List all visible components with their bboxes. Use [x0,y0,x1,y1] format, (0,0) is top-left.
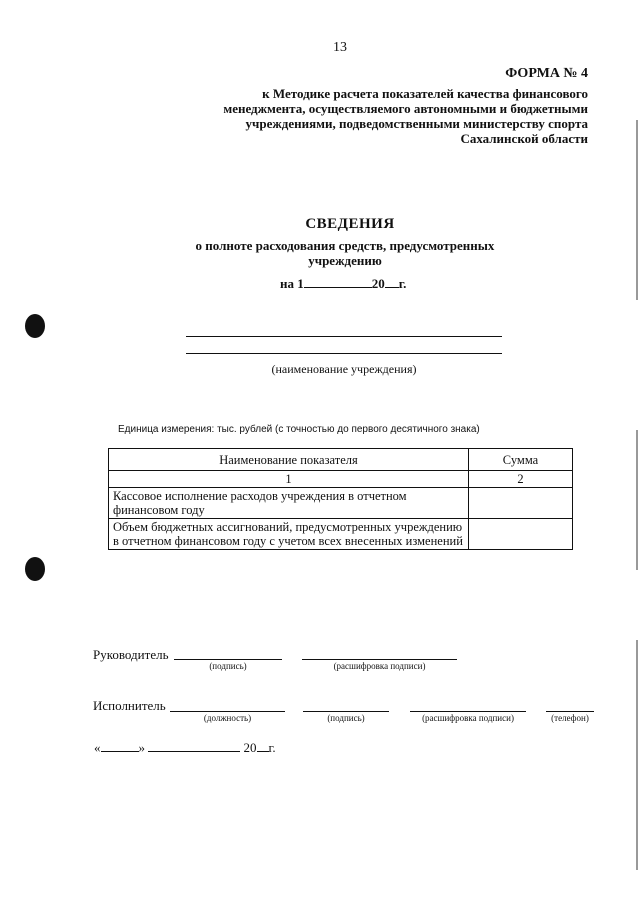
document-subtitle [160,238,530,268]
methodology-line: Сахалинской области [460,131,588,146]
scan-edge-mark [636,120,638,300]
scan-edge-mark [636,430,638,570]
sum-cell[interactable] [469,488,573,519]
day-blank[interactable] [101,739,139,752]
year-blank[interactable] [257,739,269,752]
date-suffix: г. [398,276,407,291]
date-year: 20 [371,276,385,291]
signing-date-line [94,739,276,756]
executor-signature-line[interactable] [303,711,389,712]
executor-signature-caption: (подпись) [327,713,365,723]
indicator-name-cell: Объем бюджетных ассигнований, предусмотренных учреждению в отчетном финансовом году с учетом всех внесенных изменений [109,519,469,550]
date-blank[interactable] [304,275,372,288]
methodology-line: к Методике расчета показателей качества финансового [262,86,588,101]
date-prefix: на 1 [280,276,304,291]
executor-decode-caption: (расшифровка подписи) [422,713,514,723]
column-number: 2 [469,471,573,488]
institution-caption: (наименование учреждения) [271,362,417,376]
methodology-line: учреждениями, подведомственными министерству спорта [245,116,588,131]
head-signature-decode-line[interactable] [302,659,457,660]
date-year: 20 [243,740,257,755]
month-blank[interactable] [148,739,240,752]
executor-position-line[interactable] [170,711,285,712]
close-quote: » [138,740,145,755]
date-suffix: г. [268,740,276,755]
executor-signature-label: Исполнитель [93,698,166,713]
year-blank[interactable] [385,275,399,288]
subtitle-line: учреждению [308,253,382,268]
table-row [109,488,573,519]
executor-position-caption: (должность) [203,713,252,723]
head-signature-caption: (подпись) [209,661,247,671]
header-indicator-name: Наименование показателя [109,449,469,471]
methodology-line: менеджмента, осуществляемого автономными и бюджетными [223,101,588,116]
data-table [108,448,573,550]
head-signature-line[interactable] [174,659,282,660]
head-signature-label: Руководитель [93,647,169,662]
form-label: ФОРМА № 4 [505,66,588,81]
report-date-line [280,275,406,292]
indicator-name-cell: Кассовое исполнение расходов учреждения в отчетном финансовом году [109,488,469,519]
header-sum: Сумма [469,449,573,471]
open-quote: « [94,740,101,755]
executor-phone-caption: (телефон) [551,713,589,723]
binder-hole [25,314,45,338]
scan-edge-mark [636,640,638,870]
head-signature-decode-caption: (расшифровка подписи) [333,661,426,671]
executor-decode-line[interactable] [410,711,526,712]
table-header-row [109,449,573,471]
institution-name-line[interactable] [186,353,502,354]
table-row [109,519,573,550]
methodology-reference [168,86,588,146]
document-title: СВЕДЕНИЯ [305,216,395,232]
sum-cell[interactable] [469,519,573,550]
subtitle-line: о полноте расходования средств, предусмотренных [195,238,495,253]
table-column-numbers-row [109,471,573,488]
column-number: 1 [109,471,469,488]
units-note: Единица измерения: тыс. рублей (с точностью до первого десятичного знака) [118,424,480,435]
binder-hole [25,557,45,581]
page-number: 13 [333,40,347,55]
institution-name-line[interactable] [186,336,502,337]
executor-phone-line[interactable] [546,711,594,712]
